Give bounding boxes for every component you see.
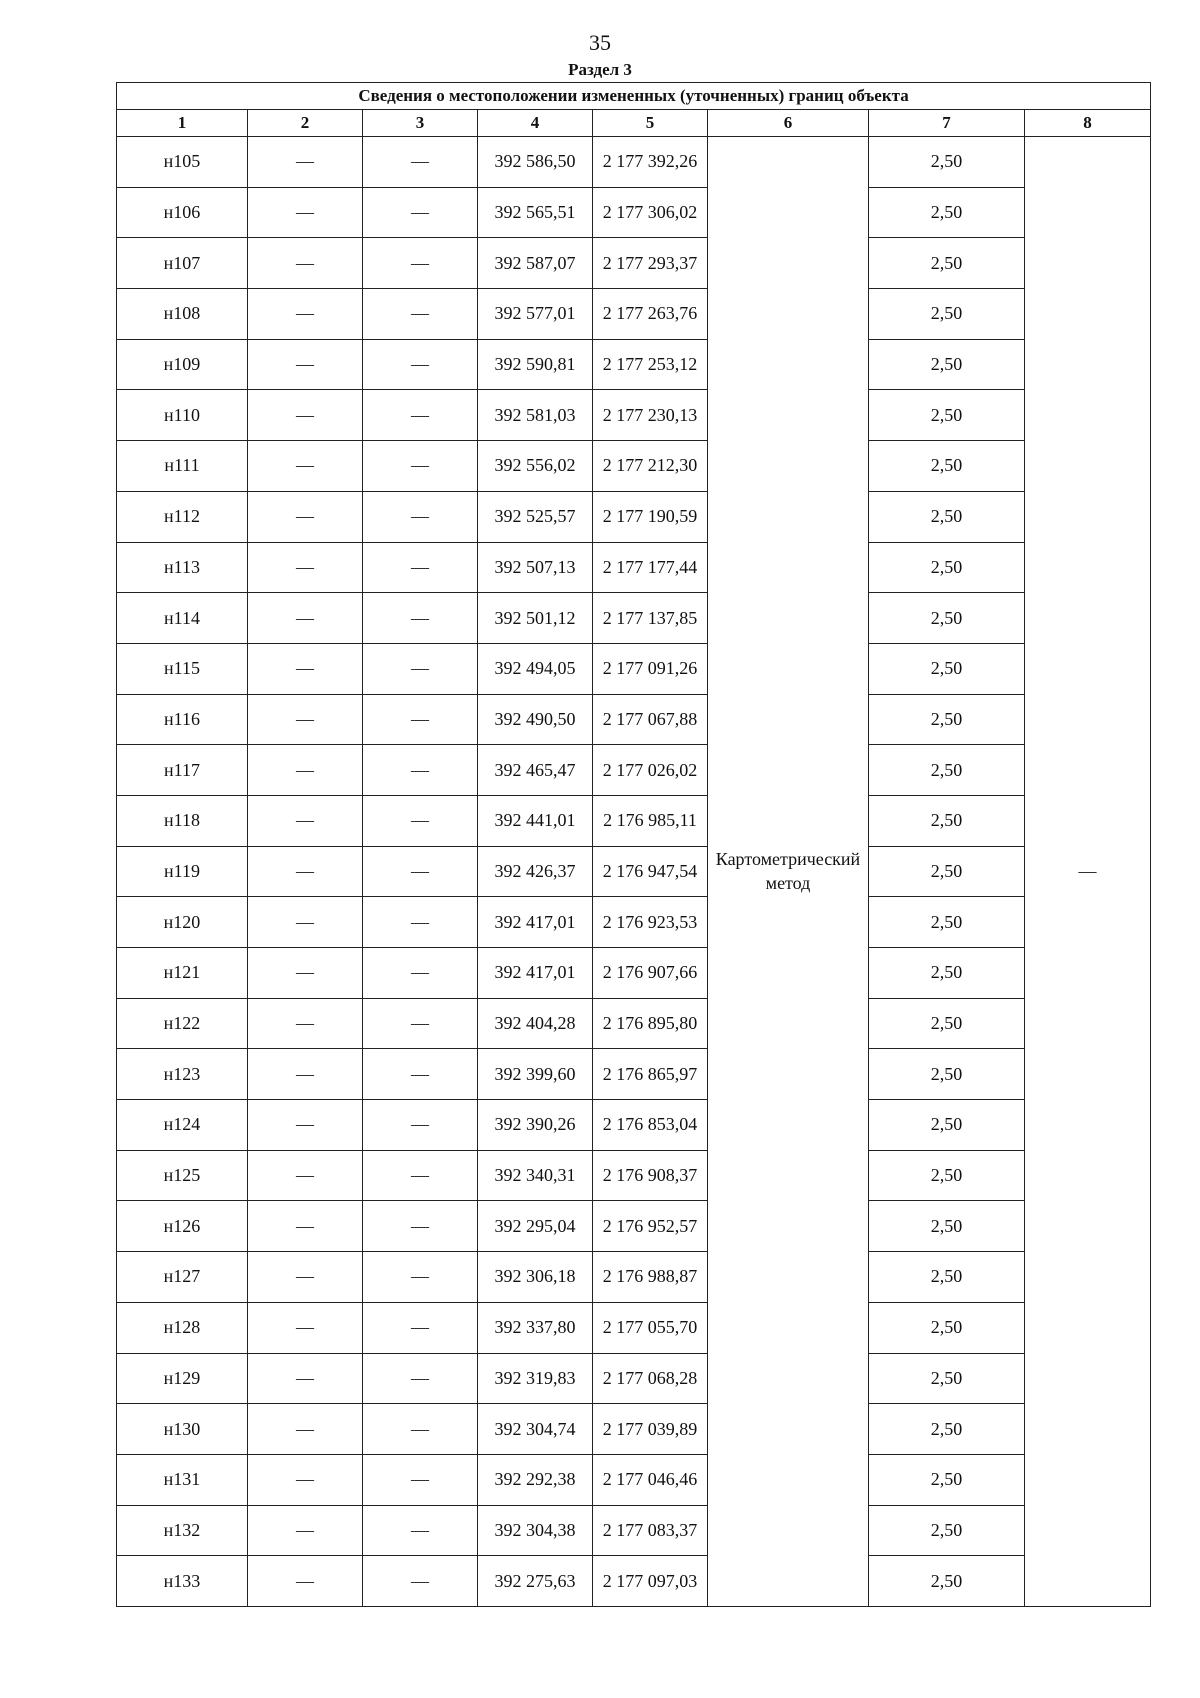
accuracy-cell: 2,50 (869, 694, 1025, 745)
point-cell: н122 (117, 998, 248, 1049)
point-cell: н109 (117, 339, 248, 390)
table-row (117, 1454, 1151, 1505)
table-row (117, 1353, 1151, 1404)
point-cell: н106 (117, 187, 248, 238)
column2-cell: — (248, 795, 363, 846)
y-coordinate-cell: 2 176 988,87 (593, 1252, 708, 1303)
table-row (117, 694, 1151, 745)
column3-cell: — (363, 1049, 478, 1100)
y-coordinate-cell: 2 177 039,89 (593, 1404, 708, 1455)
column3-cell: — (363, 187, 478, 238)
column-number: 6 (708, 110, 869, 137)
accuracy-cell: 2,50 (869, 491, 1025, 542)
column-number: 8 (1025, 110, 1151, 137)
x-coordinate-cell: 392 390,26 (478, 1100, 593, 1151)
y-coordinate-cell: 2 177 253,12 (593, 339, 708, 390)
x-coordinate-cell: 392 590,81 (478, 339, 593, 390)
x-coordinate-cell: 392 304,74 (478, 1404, 593, 1455)
table-row (117, 846, 1151, 897)
column2-cell: — (248, 1150, 363, 1201)
column2-cell: — (248, 694, 363, 745)
point-cell: н124 (117, 1100, 248, 1151)
x-coordinate-cell: 392 426,37 (478, 846, 593, 897)
column3-cell: — (363, 1252, 478, 1303)
accuracy-cell: 2,50 (869, 238, 1025, 289)
column-number: 1 (117, 110, 248, 137)
y-coordinate-cell: 2 176 985,11 (593, 795, 708, 846)
accuracy-cell: 2,50 (869, 1150, 1025, 1201)
y-coordinate-cell: 2 177 068,28 (593, 1353, 708, 1404)
y-coordinate-cell: 2 177 067,88 (593, 694, 708, 745)
point-cell: н123 (117, 1049, 248, 1100)
column2-cell: — (248, 1049, 363, 1100)
x-coordinate-cell: 392 490,50 (478, 694, 593, 745)
column2-cell: — (248, 441, 363, 492)
x-coordinate-cell: 392 337,80 (478, 1302, 593, 1353)
column3-cell: — (363, 998, 478, 1049)
accuracy-cell: 2,50 (869, 948, 1025, 999)
column2-cell: — (248, 187, 363, 238)
table-row (117, 1150, 1151, 1201)
column2-cell: — (248, 1556, 363, 1607)
column-number: 5 (593, 110, 708, 137)
y-coordinate-cell: 2 177 392,26 (593, 137, 708, 188)
column3-cell: — (363, 643, 478, 694)
column3-cell: — (363, 542, 478, 593)
y-coordinate-cell: 2 176 908,37 (593, 1150, 708, 1201)
point-cell: н126 (117, 1201, 248, 1252)
table-row (117, 998, 1151, 1049)
method-cell: Картометрический метод (708, 137, 869, 1607)
accuracy-cell: 2,50 (869, 187, 1025, 238)
y-coordinate-cell: 2 176 865,97 (593, 1049, 708, 1100)
point-cell: н116 (117, 694, 248, 745)
column2-cell: — (248, 1302, 363, 1353)
column2-cell: — (248, 846, 363, 897)
y-coordinate-cell: 2 177 046,46 (593, 1454, 708, 1505)
x-coordinate-cell: 392 404,28 (478, 998, 593, 1049)
y-coordinate-cell: 2 177 293,37 (593, 238, 708, 289)
accuracy-cell: 2,50 (869, 1252, 1025, 1303)
table-row (117, 643, 1151, 694)
y-coordinate-cell: 2 177 083,37 (593, 1505, 708, 1556)
table-row (117, 390, 1151, 441)
column3-cell: — (363, 289, 478, 340)
column2-cell: — (248, 745, 363, 796)
point-cell: н121 (117, 948, 248, 999)
column2-cell: — (248, 137, 363, 188)
column2-cell: — (248, 897, 363, 948)
column3-cell: — (363, 339, 478, 390)
column2-cell: — (248, 1252, 363, 1303)
column3-cell: — (363, 1353, 478, 1404)
table-row (117, 1100, 1151, 1151)
table-row (117, 491, 1151, 542)
column-number: 7 (869, 110, 1025, 137)
y-coordinate-cell: 2 177 097,03 (593, 1556, 708, 1607)
column3-cell: — (363, 948, 478, 999)
x-coordinate-cell: 392 275,63 (478, 1556, 593, 1607)
y-coordinate-cell: 2 177 177,44 (593, 542, 708, 593)
accuracy-cell: 2,50 (869, 1404, 1025, 1455)
y-coordinate-cell: 2 177 212,30 (593, 441, 708, 492)
section-title: Раздел 3 (568, 60, 632, 79)
column2-cell: — (248, 998, 363, 1049)
point-cell: н131 (117, 1454, 248, 1505)
column2-cell: — (248, 339, 363, 390)
column3-cell: — (363, 1302, 478, 1353)
accuracy-cell: 2,50 (869, 1201, 1025, 1252)
column2-cell: — (248, 1505, 363, 1556)
column2-cell: — (248, 1100, 363, 1151)
column3-cell: — (363, 441, 478, 492)
column3-cell: — (363, 1556, 478, 1607)
x-coordinate-cell: 392 340,31 (478, 1150, 593, 1201)
x-coordinate-cell: 392 577,01 (478, 289, 593, 340)
column3-cell: — (363, 1150, 478, 1201)
accuracy-cell: 2,50 (869, 441, 1025, 492)
table-row (117, 1505, 1151, 1556)
y-coordinate-cell: 2 176 947,54 (593, 846, 708, 897)
x-coordinate-cell: 392 399,60 (478, 1049, 593, 1100)
y-coordinate-cell: 2 177 091,26 (593, 643, 708, 694)
table-row (117, 238, 1151, 289)
column2-cell: — (248, 542, 363, 593)
table-row (117, 441, 1151, 492)
accuracy-cell: 2,50 (869, 1353, 1025, 1404)
column3-cell: — (363, 1100, 478, 1151)
column2-cell: — (248, 238, 363, 289)
y-coordinate-cell: 2 177 026,02 (593, 745, 708, 796)
point-cell: н114 (117, 593, 248, 644)
table-row (117, 745, 1151, 796)
y-coordinate-cell: 2 177 055,70 (593, 1302, 708, 1353)
column3-cell: — (363, 1404, 478, 1455)
accuracy-cell: 2,50 (869, 846, 1025, 897)
column2-cell: — (248, 948, 363, 999)
column2-cell: — (248, 1454, 363, 1505)
y-coordinate-cell: 2 176 923,53 (593, 897, 708, 948)
point-cell: н119 (117, 846, 248, 897)
accuracy-cell: 2,50 (869, 1556, 1025, 1607)
column2-cell: — (248, 643, 363, 694)
x-coordinate-cell: 392 465,47 (478, 745, 593, 796)
column3-cell: — (363, 238, 478, 289)
table-row (117, 897, 1151, 948)
accuracy-cell: 2,50 (869, 1454, 1025, 1505)
x-coordinate-cell: 392 417,01 (478, 897, 593, 948)
accuracy-cell: 2,50 (869, 1100, 1025, 1151)
accuracy-cell: 2,50 (869, 643, 1025, 694)
point-cell: н108 (117, 289, 248, 340)
point-cell: н113 (117, 542, 248, 593)
y-coordinate-cell: 2 176 853,04 (593, 1100, 708, 1151)
x-coordinate-cell: 392 295,04 (478, 1201, 593, 1252)
column3-cell: — (363, 846, 478, 897)
column3-cell: — (363, 593, 478, 644)
table-row (117, 1252, 1151, 1303)
table-caption-row (117, 83, 1151, 110)
point-cell: н128 (117, 1302, 248, 1353)
accuracy-cell: 2,50 (869, 897, 1025, 948)
point-cell: н107 (117, 238, 248, 289)
column-number: 2 (248, 110, 363, 137)
accuracy-cell: 2,50 (869, 795, 1025, 846)
point-cell: н133 (117, 1556, 248, 1607)
table-row (117, 137, 1151, 188)
column3-cell: — (363, 1454, 478, 1505)
column3-cell: — (363, 745, 478, 796)
x-coordinate-cell: 392 494,05 (478, 643, 593, 694)
x-coordinate-cell: 392 292,38 (478, 1454, 593, 1505)
accuracy-cell: 2,50 (869, 1302, 1025, 1353)
accuracy-cell: 2,50 (869, 1505, 1025, 1556)
point-cell: н117 (117, 745, 248, 796)
table-caption: Сведения о местоположении измененных (уточненных) границ объекта (117, 83, 1151, 110)
column3-cell: — (363, 137, 478, 188)
x-coordinate-cell: 392 501,12 (478, 593, 593, 644)
table-row (117, 795, 1151, 846)
x-coordinate-cell: 392 565,51 (478, 187, 593, 238)
column3-cell: — (363, 795, 478, 846)
column2-cell: — (248, 593, 363, 644)
table-row (117, 593, 1151, 644)
point-cell: н111 (117, 441, 248, 492)
table-row (117, 1302, 1151, 1353)
table-row (117, 1201, 1151, 1252)
accuracy-cell: 2,50 (869, 390, 1025, 441)
column2-cell: — (248, 491, 363, 542)
page-number: 35 (589, 30, 611, 55)
x-coordinate-cell: 392 525,57 (478, 491, 593, 542)
column3-cell: — (363, 390, 478, 441)
y-coordinate-cell: 2 177 306,02 (593, 187, 708, 238)
point-cell: н120 (117, 897, 248, 948)
point-cell: н105 (117, 137, 248, 188)
column3-cell: — (363, 694, 478, 745)
y-coordinate-cell: 2 176 907,66 (593, 948, 708, 999)
y-coordinate-cell: 2 177 230,13 (593, 390, 708, 441)
x-coordinate-cell: 392 306,18 (478, 1252, 593, 1303)
x-coordinate-cell: 392 586,50 (478, 137, 593, 188)
accuracy-cell: 2,50 (869, 1049, 1025, 1100)
table-row (117, 187, 1151, 238)
column8-cell: — (1025, 137, 1151, 1607)
table-row (117, 339, 1151, 390)
point-cell: н130 (117, 1404, 248, 1455)
table-row (117, 1404, 1151, 1455)
table-row (117, 1049, 1151, 1100)
x-coordinate-cell: 392 507,13 (478, 542, 593, 593)
accuracy-cell: 2,50 (869, 289, 1025, 340)
point-cell: н127 (117, 1252, 248, 1303)
column-number: 3 (363, 110, 478, 137)
column3-cell: — (363, 1505, 478, 1556)
x-coordinate-cell: 392 556,02 (478, 441, 593, 492)
column2-cell: — (248, 1353, 363, 1404)
point-cell: н118 (117, 795, 248, 846)
point-cell: н115 (117, 643, 248, 694)
table-row (117, 289, 1151, 340)
point-cell: н110 (117, 390, 248, 441)
point-cell: н129 (117, 1353, 248, 1404)
accuracy-cell: 2,50 (869, 542, 1025, 593)
y-coordinate-cell: 2 177 137,85 (593, 593, 708, 644)
accuracy-cell: 2,50 (869, 339, 1025, 390)
point-cell: н132 (117, 1505, 248, 1556)
accuracy-cell: 2,50 (869, 593, 1025, 644)
column3-cell: — (363, 491, 478, 542)
x-coordinate-cell: 392 441,01 (478, 795, 593, 846)
boundary-coordinates-table (116, 82, 1151, 1607)
point-cell: н112 (117, 491, 248, 542)
table-body (117, 137, 1151, 1607)
y-coordinate-cell: 2 177 263,76 (593, 289, 708, 340)
point-cell: н125 (117, 1150, 248, 1201)
accuracy-cell: 2,50 (869, 998, 1025, 1049)
x-coordinate-cell: 392 319,83 (478, 1353, 593, 1404)
column-number-row (117, 110, 1151, 137)
column3-cell: — (363, 897, 478, 948)
column2-cell: — (248, 289, 363, 340)
x-coordinate-cell: 392 581,03 (478, 390, 593, 441)
y-coordinate-cell: 2 176 952,57 (593, 1201, 708, 1252)
y-coordinate-cell: 2 177 190,59 (593, 491, 708, 542)
table-row (117, 948, 1151, 999)
accuracy-cell: 2,50 (869, 137, 1025, 188)
x-coordinate-cell: 392 587,07 (478, 238, 593, 289)
table-row (117, 542, 1151, 593)
x-coordinate-cell: 392 417,01 (478, 948, 593, 999)
column3-cell: — (363, 1201, 478, 1252)
x-coordinate-cell: 392 304,38 (478, 1505, 593, 1556)
column2-cell: — (248, 390, 363, 441)
table-row (117, 1556, 1151, 1607)
column2-cell: — (248, 1201, 363, 1252)
column-number: 4 (478, 110, 593, 137)
column2-cell: — (248, 1404, 363, 1455)
accuracy-cell: 2,50 (869, 745, 1025, 796)
y-coordinate-cell: 2 176 895,80 (593, 998, 708, 1049)
